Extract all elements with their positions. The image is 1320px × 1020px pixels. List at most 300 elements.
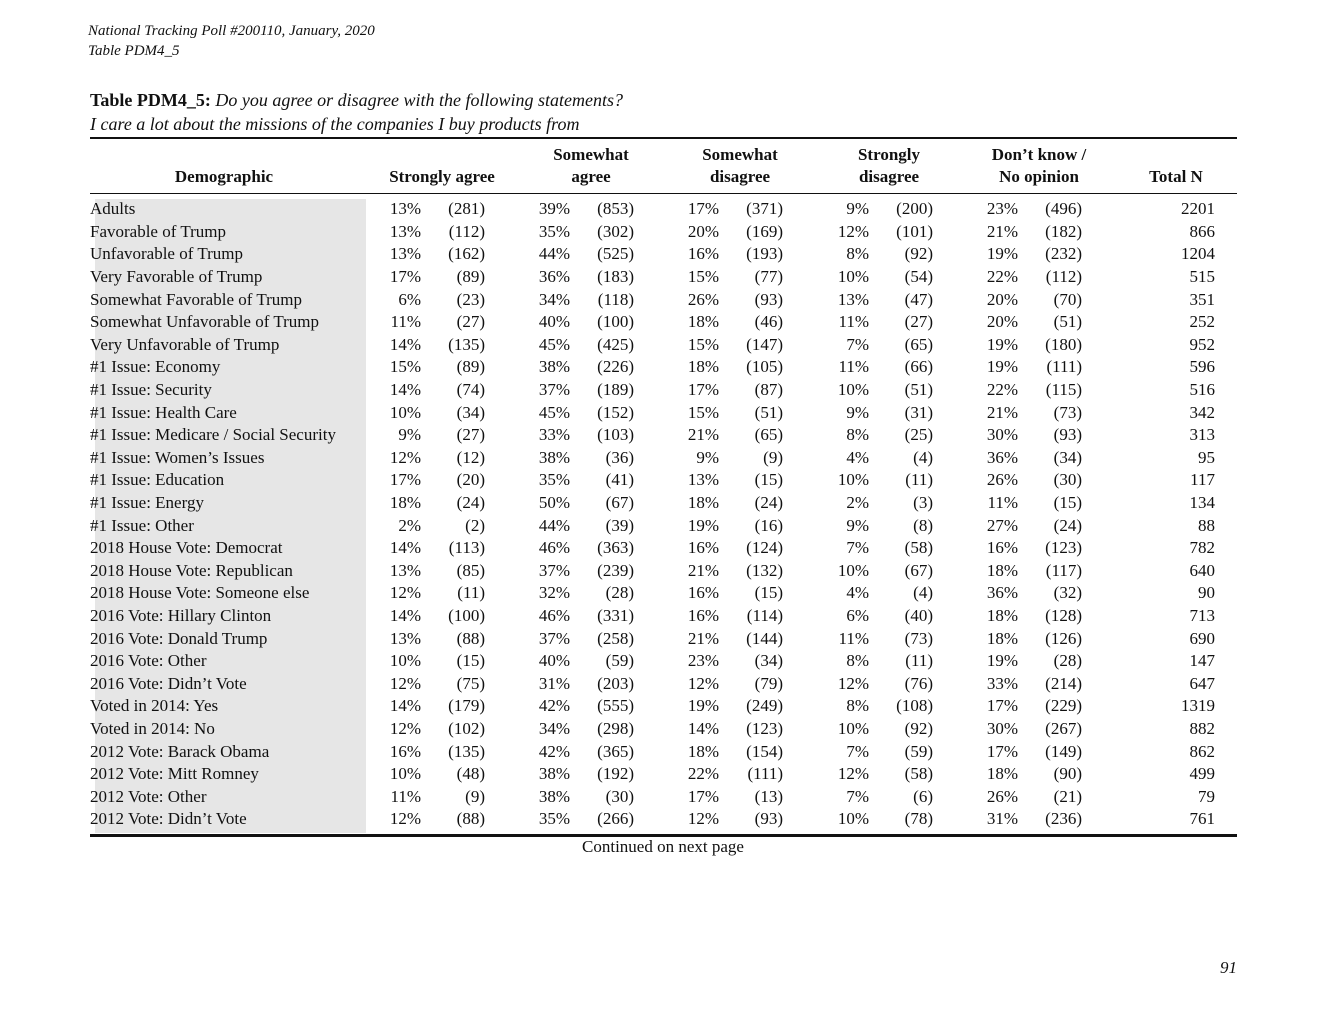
- cell-count: (89): [456, 267, 485, 287]
- cell-count: (214): [1045, 673, 1082, 693]
- table-row: [90, 334, 1215, 357]
- cell-percent: 13%: [389, 244, 421, 264]
- cell-percent: 45%: [538, 402, 570, 422]
- cell-count: (2): [465, 515, 485, 535]
- table-row: [90, 266, 1215, 289]
- cell-count: (93): [1053, 425, 1082, 445]
- cell-count: (11): [905, 651, 933, 671]
- cell-percent: 2%: [398, 515, 421, 535]
- cell-percent: 10%: [837, 560, 869, 580]
- cell-count: (76): [904, 673, 933, 693]
- table-row: [90, 469, 1215, 492]
- cell-percent: 4%: [846, 583, 869, 603]
- table-row: [90, 356, 1215, 379]
- cell-percent: 11%: [390, 786, 421, 806]
- cell-percent: 34%: [538, 718, 570, 738]
- cell-percent: 12%: [837, 764, 869, 784]
- cell-count: (112): [1045, 267, 1082, 287]
- cell-percent: 18%: [687, 357, 719, 377]
- cell-percent: 16%: [986, 538, 1018, 558]
- cell-percent: 18%: [687, 493, 719, 513]
- cell-count: (144): [746, 628, 783, 648]
- cell-count: (249): [746, 696, 783, 716]
- cell-count: (48): [456, 764, 485, 784]
- cell-percent: 21%: [687, 560, 719, 580]
- cell-count: (51): [1053, 312, 1082, 332]
- cell-total: 252: [1189, 312, 1215, 332]
- table-row: [90, 401, 1215, 424]
- cell-percent: 10%: [389, 402, 421, 422]
- cell-percent: 44%: [538, 515, 570, 535]
- cell-percent: 11%: [987, 493, 1018, 513]
- cell-count: (28): [605, 583, 634, 603]
- table-row: [90, 582, 1215, 605]
- cell-percent: 8%: [846, 651, 869, 671]
- cell-percent: 22%: [687, 764, 719, 784]
- cell-percent: 14%: [389, 380, 421, 400]
- cell-percent: 19%: [986, 334, 1018, 354]
- cell-count: (123): [1045, 538, 1082, 558]
- cell-percent: 10%: [837, 267, 869, 287]
- cell-percent: 36%: [538, 267, 570, 287]
- cell-count: (15): [456, 651, 485, 671]
- cell-count: (58): [904, 764, 933, 784]
- table-top-rule: [90, 137, 1237, 139]
- table-row: [90, 627, 1215, 650]
- table-body: [90, 198, 1215, 831]
- cell-percent: 37%: [538, 560, 570, 580]
- cell-count: (92): [904, 718, 933, 738]
- table-row: [90, 492, 1215, 515]
- cell-count: (113): [448, 538, 485, 558]
- row-label: #1 Issue: Women’s Issues: [90, 447, 265, 467]
- cell-count: (123): [746, 718, 783, 738]
- cell-total: 640: [1189, 560, 1215, 580]
- cell-total: 596: [1189, 357, 1215, 377]
- cell-percent: 30%: [986, 718, 1018, 738]
- cell-total: 147: [1189, 651, 1215, 671]
- table-row: [90, 424, 1215, 447]
- cell-count: (193): [746, 244, 783, 264]
- cell-count: (8): [913, 515, 933, 535]
- row-label: 2016 Vote: Didn’t Vote: [90, 673, 247, 693]
- cell-percent: 44%: [538, 244, 570, 264]
- cell-count: (365): [597, 741, 634, 761]
- cell-percent: 16%: [687, 244, 719, 264]
- table-row: [90, 221, 1215, 244]
- cell-count: (180): [1045, 334, 1082, 354]
- cell-count: (302): [597, 221, 634, 241]
- cell-percent: 12%: [687, 673, 719, 693]
- cell-total: 713: [1189, 605, 1215, 625]
- cell-percent: 40%: [538, 651, 570, 671]
- cell-total: 499: [1189, 764, 1215, 784]
- cell-count: (93): [754, 289, 783, 309]
- cell-percent: 22%: [986, 380, 1018, 400]
- row-label: #1 Issue: Health Care: [90, 402, 237, 422]
- col-header-dont-know-line1: Don’t know /: [991, 145, 1087, 164]
- cell-count: (149): [1045, 741, 1082, 761]
- cell-percent: 18%: [986, 560, 1018, 580]
- cell-percent: 13%: [389, 221, 421, 241]
- cell-percent: 17%: [687, 786, 719, 806]
- cell-count: (27): [904, 312, 933, 332]
- cell-count: (20): [456, 470, 485, 490]
- table-row: [90, 198, 1215, 221]
- row-label: 2012 Vote: Other: [90, 786, 207, 806]
- cell-percent: 14%: [389, 334, 421, 354]
- cell-count: (21): [1053, 786, 1082, 806]
- cell-percent: 19%: [986, 244, 1018, 264]
- table-row: [90, 379, 1215, 402]
- cell-count: (853): [597, 199, 634, 219]
- cell-count: (117): [1045, 560, 1082, 580]
- cell-count: (115): [1045, 380, 1082, 400]
- cell-count: (59): [904, 741, 933, 761]
- table-caption: [90, 88, 623, 136]
- cell-count: (267): [1045, 718, 1082, 738]
- cell-count: (67): [605, 493, 634, 513]
- cell-percent: 14%: [389, 605, 421, 625]
- cell-percent: 17%: [389, 470, 421, 490]
- cell-count: (90): [1053, 764, 1082, 784]
- cell-count: (331): [597, 605, 634, 625]
- cell-percent: 37%: [538, 380, 570, 400]
- cell-percent: 38%: [538, 786, 570, 806]
- table-row: [90, 605, 1215, 628]
- cell-count: (74): [456, 380, 485, 400]
- col-header-strongly-disagree-line2: disagree: [858, 167, 920, 186]
- cell-count: (32): [1053, 583, 1082, 603]
- cell-percent: 9%: [846, 402, 869, 422]
- cell-count: (363): [597, 538, 634, 558]
- continued-note: Continued on next page: [582, 837, 744, 856]
- cell-count: (132): [746, 560, 783, 580]
- cell-percent: 26%: [986, 786, 1018, 806]
- cell-percent: 7%: [846, 334, 869, 354]
- cell-count: (281): [448, 199, 485, 219]
- table-row: [90, 560, 1215, 583]
- cell-count: (298): [597, 718, 634, 738]
- table-header-rule: [90, 193, 1237, 194]
- cell-count: (189): [597, 380, 634, 400]
- cell-percent: 6%: [398, 289, 421, 309]
- cell-count: (73): [1053, 402, 1082, 422]
- cell-count: (183): [597, 267, 634, 287]
- cell-count: (66): [904, 357, 933, 377]
- row-label: Somewhat Favorable of Trump: [90, 289, 303, 309]
- cell-count: (105): [746, 357, 783, 377]
- cell-percent: 8%: [846, 244, 869, 264]
- caption-line-2: [90, 112, 623, 136]
- cell-percent: 21%: [986, 221, 1018, 241]
- table-row: [90, 288, 1215, 311]
- cell-percent: 19%: [687, 515, 719, 535]
- row-label: Very Favorable of Trump: [90, 267, 263, 287]
- row-label: 2018 House Vote: Republican: [90, 560, 293, 580]
- cell-count: (100): [448, 605, 485, 625]
- cell-percent: 11%: [390, 312, 421, 332]
- cell-count: (4): [913, 583, 933, 603]
- cell-count: (88): [456, 809, 485, 829]
- cell-count: (93): [754, 809, 783, 829]
- cell-count: (162): [448, 244, 485, 264]
- cell-percent: 12%: [389, 718, 421, 738]
- row-label: 2012 Vote: Mitt Romney: [90, 764, 259, 784]
- cell-count: (6): [913, 786, 933, 806]
- cell-count: (15): [754, 470, 783, 490]
- cell-count: (101): [896, 221, 933, 241]
- cell-total: 516: [1189, 380, 1215, 400]
- caption-line-1: [90, 88, 623, 112]
- cell-percent: 18%: [986, 628, 1018, 648]
- cell-percent: 15%: [389, 357, 421, 377]
- cell-percent: 26%: [687, 289, 719, 309]
- cell-percent: 18%: [687, 741, 719, 761]
- cell-percent: 30%: [986, 425, 1018, 445]
- cell-count: (147): [746, 334, 783, 354]
- cell-percent: 8%: [846, 425, 869, 445]
- cell-count: (179): [448, 696, 485, 716]
- cell-count: (9): [763, 447, 783, 467]
- cell-count: (46): [754, 312, 783, 332]
- cell-percent: 36%: [986, 447, 1018, 467]
- col-header-somewhat-agree-line1: Somewhat: [553, 145, 629, 164]
- cell-percent: 35%: [538, 470, 570, 490]
- cell-percent: 16%: [687, 605, 719, 625]
- cell-percent: 10%: [837, 718, 869, 738]
- cell-count: (203): [597, 673, 634, 693]
- cell-percent: 15%: [687, 402, 719, 422]
- cell-percent: 27%: [986, 515, 1018, 535]
- cell-percent: 4%: [846, 447, 869, 467]
- cell-count: (152): [597, 402, 634, 422]
- cell-count: (25): [904, 425, 933, 445]
- row-label: #1 Issue: Economy: [90, 357, 221, 377]
- cell-percent: 33%: [538, 425, 570, 445]
- cell-count: (15): [754, 583, 783, 603]
- cell-percent: 15%: [687, 267, 719, 287]
- cell-total: 515: [1189, 267, 1215, 287]
- cell-percent: 32%: [538, 583, 570, 603]
- cell-percent: 39%: [538, 199, 570, 219]
- cell-percent: 17%: [986, 741, 1018, 761]
- page-number: 91: [1220, 958, 1237, 977]
- cell-percent: 11%: [838, 628, 869, 648]
- table-row: [90, 763, 1215, 786]
- cell-total: 1204: [1181, 244, 1215, 264]
- cell-percent: 35%: [538, 809, 570, 829]
- cell-count: (30): [1053, 470, 1082, 490]
- row-label: Adults: [90, 199, 136, 219]
- col-header-somewhat-disagree: [674, 144, 806, 188]
- cell-percent: 42%: [538, 741, 570, 761]
- cell-count: (229): [1045, 696, 1082, 716]
- cell-count: (28): [1053, 651, 1082, 671]
- cell-count: (47): [904, 289, 933, 309]
- cell-count: (232): [1045, 244, 1082, 264]
- row-label: #1 Issue: Other: [90, 515, 194, 535]
- cell-count: (525): [597, 244, 634, 264]
- cell-percent: 12%: [389, 809, 421, 829]
- cell-count: (154): [746, 741, 783, 761]
- cell-count: (30): [605, 786, 634, 806]
- cell-percent: 10%: [837, 380, 869, 400]
- cell-count: (200): [896, 199, 933, 219]
- caption-statement: I care a lot about the missions of the companies I buy products from: [90, 114, 580, 134]
- cell-count: (112): [448, 221, 485, 241]
- cell-total: 342: [1189, 402, 1215, 422]
- row-label: #1 Issue: Security: [90, 380, 212, 400]
- cell-percent: 12%: [837, 673, 869, 693]
- cell-percent: 20%: [986, 289, 1018, 309]
- cell-percent: 21%: [986, 402, 1018, 422]
- cell-count: (92): [904, 244, 933, 264]
- caption-label: Table PDM4_5:: [90, 90, 211, 110]
- cell-count: (111): [1046, 357, 1082, 377]
- cell-count: (89): [456, 357, 485, 377]
- cell-count: (59): [605, 651, 634, 671]
- table-row: [90, 650, 1215, 673]
- cell-percent: 12%: [389, 447, 421, 467]
- cell-count: (27): [456, 312, 485, 332]
- cell-percent: 33%: [986, 673, 1018, 693]
- cell-percent: 7%: [846, 538, 869, 558]
- cell-percent: 14%: [687, 718, 719, 738]
- cell-count: (236): [1045, 809, 1082, 829]
- cell-count: (23): [456, 289, 485, 309]
- cell-percent: 31%: [538, 673, 570, 693]
- row-label: #1 Issue: Medicare / Social Security: [90, 425, 336, 445]
- cell-percent: 22%: [986, 267, 1018, 287]
- cell-percent: 17%: [687, 199, 719, 219]
- cell-percent: 38%: [538, 447, 570, 467]
- row-label: 2018 House Vote: Democrat: [90, 538, 283, 558]
- cell-total: 117: [1190, 470, 1215, 490]
- cell-percent: 19%: [986, 357, 1018, 377]
- cell-percent: 16%: [389, 741, 421, 761]
- table-row: [90, 537, 1215, 560]
- poll-title: National Tracking Poll #200110, January, 2020: [88, 23, 375, 39]
- cell-count: (88): [456, 628, 485, 648]
- row-label: 2016 Vote: Donald Trump: [90, 628, 268, 648]
- row-label: 2016 Vote: Hillary Clinton: [90, 605, 272, 625]
- cell-percent: 23%: [986, 199, 1018, 219]
- table-row: [90, 808, 1215, 831]
- cell-percent: 10%: [837, 470, 869, 490]
- table-row: [90, 243, 1215, 266]
- cell-count: (258): [597, 628, 634, 648]
- cell-percent: 10%: [389, 651, 421, 671]
- col-header-somewhat-agree: [525, 144, 657, 188]
- cell-percent: 46%: [538, 605, 570, 625]
- caption-question: Do you agree or disagree with the following statements?: [215, 90, 623, 110]
- cell-percent: 20%: [687, 221, 719, 241]
- cell-percent: 9%: [398, 425, 421, 445]
- cell-count: (16): [754, 515, 783, 535]
- col-header-strongly-disagree-line1: Strongly: [857, 145, 921, 164]
- cell-total: 134: [1189, 493, 1215, 513]
- cell-count: (102): [448, 718, 485, 738]
- cell-count: (135): [448, 334, 485, 354]
- cell-count: (266): [597, 809, 634, 829]
- cell-count: (128): [1045, 605, 1082, 625]
- cell-count: (12): [456, 447, 485, 467]
- cell-count: (4): [913, 447, 933, 467]
- row-label: Unfavorable of Trump: [90, 244, 243, 264]
- row-label: 2018 House Vote: Someone else: [90, 583, 310, 603]
- cell-percent: 34%: [538, 289, 570, 309]
- row-label: #1 Issue: Education: [90, 470, 225, 490]
- cell-count: (75): [456, 673, 485, 693]
- cell-count: (108): [896, 696, 933, 716]
- cell-count: (425): [597, 334, 634, 354]
- col-header-strongly-agree: Strongly agree: [389, 167, 495, 186]
- cell-percent: 40%: [538, 312, 570, 332]
- cell-count: (39): [605, 515, 634, 535]
- row-label: 2012 Vote: Didn’t Vote: [90, 809, 247, 829]
- cell-total: 882: [1189, 718, 1215, 738]
- cell-count: (371): [746, 199, 783, 219]
- cell-percent: 17%: [687, 380, 719, 400]
- col-header-dont-know: [968, 144, 1110, 188]
- cell-percent: 21%: [687, 628, 719, 648]
- cell-percent: 18%: [687, 312, 719, 332]
- cell-count: (103): [597, 425, 634, 445]
- cell-percent: 16%: [687, 538, 719, 558]
- cell-count: (34): [1053, 447, 1082, 467]
- cell-total: 79: [1198, 786, 1215, 806]
- cell-percent: 38%: [538, 764, 570, 784]
- cell-percent: 13%: [389, 628, 421, 648]
- table-row: [90, 718, 1215, 741]
- col-header-total-n: Total N: [1149, 167, 1203, 186]
- cell-percent: 9%: [696, 447, 719, 467]
- cell-percent: 14%: [389, 538, 421, 558]
- cell-percent: 42%: [538, 696, 570, 716]
- col-header-somewhat-disagree-line1: Somewhat: [702, 145, 778, 164]
- cell-percent: 46%: [538, 538, 570, 558]
- cell-count: (13): [754, 786, 783, 806]
- row-label: Voted in 2014: Yes: [90, 696, 219, 716]
- cell-percent: 19%: [986, 651, 1018, 671]
- cell-percent: 9%: [846, 199, 869, 219]
- cell-count: (41): [605, 470, 634, 490]
- row-label: #1 Issue: Energy: [90, 493, 204, 513]
- col-header-somewhat-agree-line2: agree: [571, 167, 611, 186]
- cell-percent: 17%: [389, 267, 421, 287]
- col-header-strongly-disagree: [823, 144, 955, 188]
- cell-percent: 11%: [838, 312, 869, 332]
- table-row: [90, 514, 1215, 537]
- cell-total: 1319: [1181, 696, 1215, 716]
- table-row: [90, 785, 1215, 808]
- cell-count: (124): [746, 538, 783, 558]
- cell-total: 952: [1189, 334, 1215, 354]
- cell-count: (65): [904, 334, 933, 354]
- cell-count: (169): [746, 221, 783, 241]
- row-label: Favorable of Trump: [90, 221, 226, 241]
- cell-total: 862: [1189, 741, 1215, 761]
- cell-total: 313: [1189, 425, 1215, 445]
- cell-percent: 13%: [837, 289, 869, 309]
- cell-percent: 10%: [389, 764, 421, 784]
- cell-percent: 37%: [538, 628, 570, 648]
- cell-count: (67): [904, 560, 933, 580]
- cell-percent: 36%: [986, 583, 1018, 603]
- cell-count: (135): [448, 741, 485, 761]
- cell-count: (73): [904, 628, 933, 648]
